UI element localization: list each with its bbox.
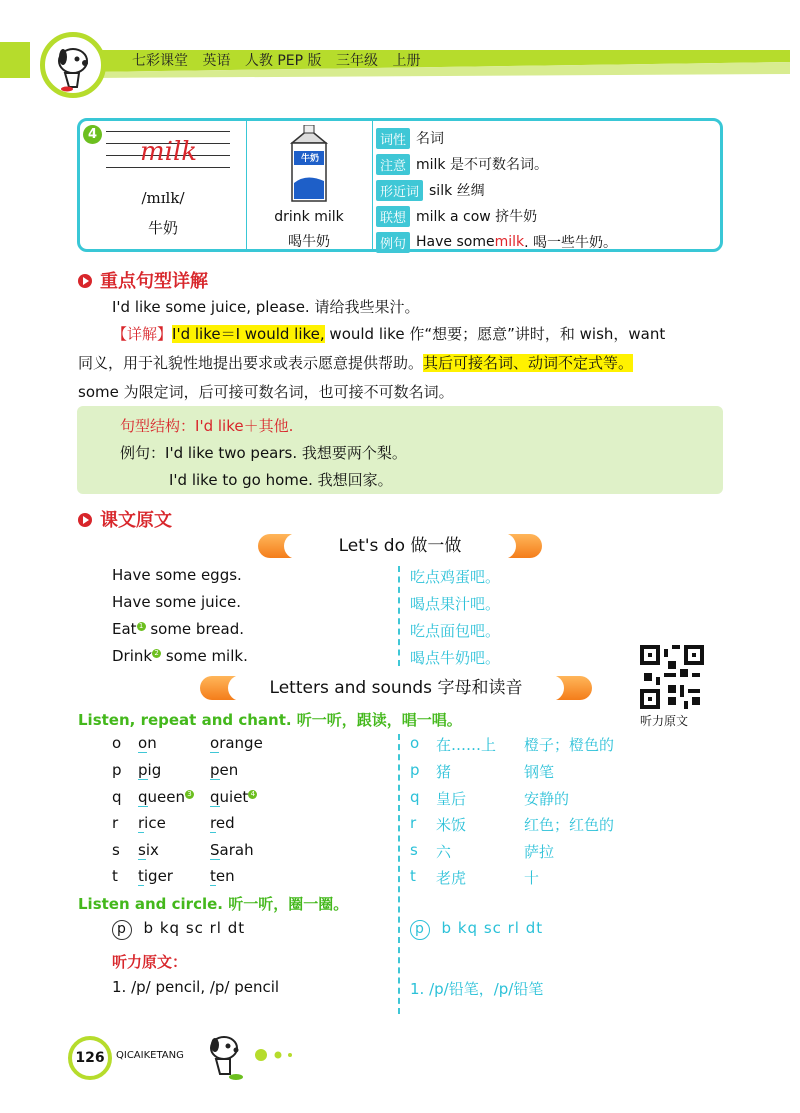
detail-row-example	[376, 229, 617, 255]
lets-do-zh-2: 喝点果汁吧。	[410, 595, 501, 613]
letter-word-1: tiger	[138, 867, 173, 885]
tag-label: 注意	[376, 154, 410, 175]
qr-code-icon[interactable]	[640, 645, 704, 709]
letter-word-2-zh: 安静的	[524, 790, 570, 808]
detail-line-3: some 为限定词，后可接可数名词，也可接不可数名词。	[78, 383, 454, 401]
letter-word-1: rice	[138, 814, 166, 832]
series-name: 七彩课堂	[132, 53, 188, 69]
letter-zh-col: r	[410, 814, 417, 832]
example-pre: Have some	[416, 234, 495, 250]
letter-word-1-zh: 皇后	[436, 790, 467, 808]
lets-do-title: Let's do 做一做	[284, 533, 516, 559]
vocab-phrase: drink milk	[274, 209, 344, 225]
letter: r	[112, 814, 119, 832]
detail-text: milk 是不可数名词。	[416, 157, 548, 173]
circled-letter: p	[410, 920, 430, 940]
vocab-meaning: 牛奶	[147, 219, 178, 237]
text-section-title: 课文原文	[78, 506, 172, 532]
vocab-number: 4	[83, 125, 102, 144]
letter-zh-col: q	[410, 788, 420, 806]
divider-dashed	[398, 566, 400, 666]
note-marker: 3	[185, 790, 194, 799]
letter-word-2-zh: 橙子；橙色的	[524, 736, 615, 754]
vocab-word-column	[80, 121, 247, 249]
lets-do-en-4: Drink 2 some milk.	[112, 647, 248, 665]
detail-text: milk a cow 挤牛奶	[416, 209, 538, 225]
letter-word-2: pen	[210, 761, 239, 779]
sentence-section-title: 重点句型详解	[78, 267, 208, 293]
detail-row-note	[376, 151, 617, 177]
letter-zh-col: s	[410, 841, 418, 859]
letters-banner	[200, 676, 592, 700]
grade: 三年级	[336, 53, 378, 69]
letter-word-1-zh: 老虎	[436, 869, 467, 887]
letter-zh-col: p	[410, 761, 420, 779]
key-sentence: I'd like some juice, please. 请给我些果汁。	[112, 298, 420, 316]
tag-label: 形近词	[376, 180, 423, 201]
dog-mascot-icon	[45, 37, 101, 93]
letter-zh-col: t	[410, 867, 416, 885]
vocab-image-column	[246, 121, 373, 249]
lets-do-en-3: Eat 1 some bread.	[112, 620, 244, 638]
lets-do-zh-3: 吃点面包吧。	[410, 622, 501, 640]
lets-do-zh-4: 喝点牛奶吧。	[410, 649, 501, 667]
letter-word-2-zh: 红色；红色的	[524, 816, 615, 834]
letter: q	[112, 788, 122, 806]
dog-mascot-icon	[200, 1030, 250, 1082]
letter-word-1-zh: 六	[436, 843, 452, 861]
lets-do-en-2: Have some juice.	[112, 593, 242, 611]
letter-word-1: on	[138, 734, 157, 752]
milk-carton-icon	[286, 125, 332, 205]
circle-answer-zh: p b kq sc rl dt	[410, 919, 543, 940]
subject: 英语	[202, 53, 231, 69]
qr-caption: 听力原文	[640, 714, 689, 728]
lets-do-zh-1: 吃点鸡蛋吧。	[410, 568, 501, 586]
letter: t	[112, 867, 118, 885]
structure-example-1: 例句：I'd like two pears. 我想要两个梨。	[120, 444, 407, 462]
detail-line-2: 同义，用于礼貌性地提出要求或表示愿意提供帮助。其后可接名词、动词不定式等。	[78, 354, 634, 372]
detail-row-similar	[376, 177, 617, 203]
letter-word-2-zh: 萨拉	[524, 843, 555, 861]
note-marker: 2	[152, 649, 161, 658]
mascot-logo	[40, 32, 106, 98]
detail-row-pos	[376, 125, 617, 151]
letter-word-1: six	[138, 841, 159, 859]
transcript-label: 听力原文：	[112, 953, 188, 971]
letter-word-2: ten	[210, 867, 235, 885]
tag-label: 例句	[376, 232, 410, 253]
letter-word-2: orange	[210, 734, 263, 752]
tag-label: 联想	[376, 206, 410, 227]
detail-text: silk 丝绸	[429, 183, 485, 199]
detail-line-1: 【详解】I'd like＝I would like, would like 作“想要；愿意”讲时，和 wish，want	[112, 325, 666, 343]
letter-word-1: pig	[138, 761, 162, 779]
letter: p	[112, 761, 122, 779]
letter: o	[112, 734, 122, 752]
lets-do-banner	[258, 534, 542, 558]
letter: s	[112, 841, 120, 859]
note-marker: 4	[248, 790, 257, 799]
listen-repeat-title: Listen, repeat and chant. 听一听，跟读，唱一唱。	[78, 711, 462, 729]
example-post: . 喝一些牛奶。	[524, 235, 618, 251]
detail-text: 名词	[416, 131, 445, 147]
vocab-phonetic: /mɪlk/	[141, 189, 185, 207]
circle-answer-en: p b kq sc rl dt	[112, 919, 245, 940]
header-title	[132, 50, 430, 70]
letter-word-2-zh: 钢笔	[524, 763, 555, 781]
transcript-zh: 1. /p/铅笔，/p/铅笔	[410, 980, 544, 998]
play-bullet-icon	[78, 513, 92, 527]
note-marker: 1	[137, 622, 146, 631]
letters-title: Letters and sounds 字母和读音	[228, 675, 564, 701]
page-number: 126	[68, 1036, 112, 1080]
letter-word-1-zh: 在……上	[436, 736, 497, 754]
vocab-card	[77, 118, 723, 252]
tag-label: 词性	[376, 128, 410, 149]
example-highlight: milk	[494, 234, 525, 250]
lets-do-en-1: Have some eggs.	[112, 566, 242, 584]
carton-label: 牛奶	[300, 154, 319, 164]
letter-word-2: quiet 4	[210, 788, 257, 806]
divider-dashed	[398, 734, 400, 1014]
letter-word-2: Sarah	[210, 841, 254, 859]
footer-dots	[254, 1048, 298, 1062]
transcript-en: 1. /p/ pencil, /p/ pencil	[112, 978, 280, 996]
circled-letter: p	[112, 920, 132, 940]
letter-word-2: red	[210, 814, 235, 832]
structure-line: 句型结构：I'd like＋其他.	[120, 417, 294, 435]
detail-row-assoc	[376, 203, 617, 229]
play-bullet-icon	[78, 274, 92, 288]
letter-word-1: queen 3	[138, 788, 194, 806]
letter-zh-col: o	[410, 734, 420, 752]
vocab-details	[376, 125, 617, 255]
letter-word-1-zh: 猪	[436, 763, 452, 781]
vocab-phrase-meaning: 喝牛奶	[288, 234, 330, 250]
listen-circle-title: Listen and circle. 听一听，圈一圈。	[78, 895, 349, 913]
vocab-word: milk	[140, 137, 198, 167]
volume: 上册	[392, 53, 421, 69]
letter-word-2-zh: 十	[524, 869, 540, 887]
edition: 人教 PEP 版	[244, 53, 322, 69]
letter-word-1-zh: 米饭	[436, 816, 467, 834]
structure-example-2: I'd like to go home. 我想回家。	[169, 471, 393, 489]
footer-brand: QICAIKETANG	[116, 1050, 184, 1061]
